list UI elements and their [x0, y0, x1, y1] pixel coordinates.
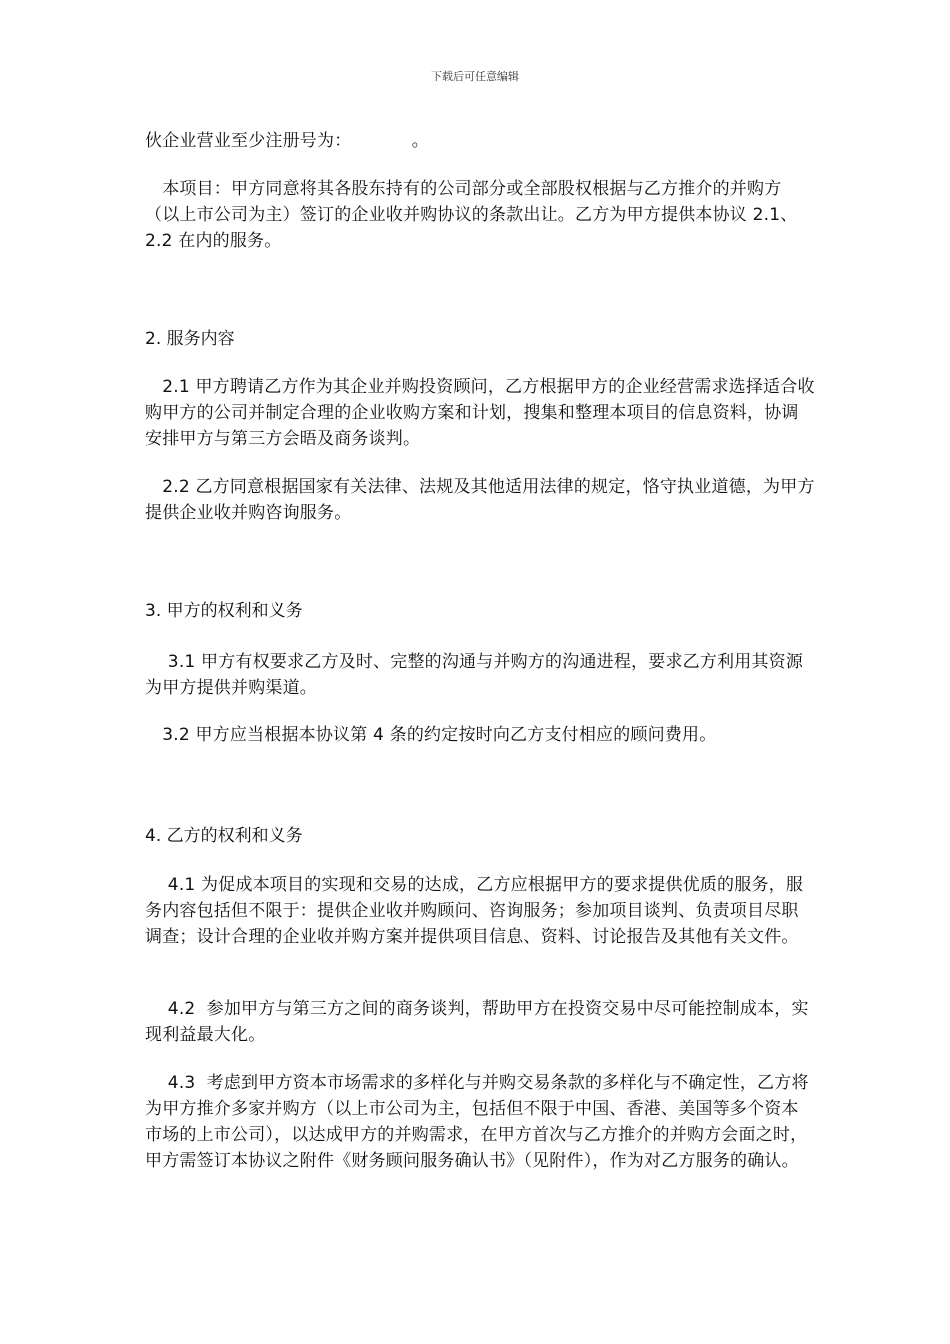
section-heading-2: 2. 服务内容 [145, 329, 235, 349]
paragraph-4-2: 4.2 参加甲方与第三方之间的商务谈判，帮助甲方在投资交易中尽可能控制成本，实现利益最大化。 [145, 999, 809, 1045]
paragraph-3-1: 3.1 甲方有权要求乙方及时、完整的沟通与并购方的沟通进程，要求乙方利用其资源为甲方提供并购渠道。 [145, 652, 804, 698]
paragraph-2-1: 2.1 甲方聘请乙方作为其企业并购投资顾问，乙方根据甲方的企业经营需求选择适合收购甲方的公司并制定合理的企业收购方案和计划，搜集和整理本项目的信息资料，协调安排甲方与第三方会晤及商务谈判。 [145, 377, 815, 449]
section-heading-3: 3. 甲方的权利和义务 [145, 601, 303, 621]
page-header: 下载后可任意编辑 [431, 70, 519, 83]
paragraph-project: 本项目：甲方同意将其各股东持有的公司部分或全部股权根据与乙方推介的并购方（以上市公司为主）签订的企业收并购协议的条款出让。乙方为甲方提供本协议 2.1、2.2 在内的服务。 [145, 179, 798, 251]
paragraph-4-1: 4.1 为促成本项目的实现和交易的达成，乙方应根据甲方的要求提供优质的服务，服务内容包括但不限于：提供企业收并购顾问、咨询服务；参加项目谈判、负责项目尽职调查；设计合理的企业收并购方案并提供项目信息、资料、讨论报告及其他有关文件。 [145, 875, 804, 947]
section-heading-4: 4. 乙方的权利和义务 [145, 826, 303, 846]
paragraph-2-2: 2.2 乙方同意根据国家有关法律、法规及其他适用法律的规定，恪守执业道德，为甲方提供企业收并购咨询服务。 [145, 477, 815, 523]
paragraph-3-2: 3.2 甲方应当根据本协议第 4 条的约定按时向乙方支付相应的顾问费用。 [145, 725, 717, 745]
paragraph-registration: 伙企业营业至少注册号为： 。 [145, 131, 429, 151]
paragraph-4-3: 4.3 考虑到甲方资本市场需求的多样化与并购交易条款的多样化与不确定性，乙方将为甲方推介多家并购方（以上市公司为主，包括但不限于中国、香港、美国等多个资本市场的上市公司），以达成甲方的并购需求，在甲方首次与乙方推介的并购方会面之时，甲方需签订本协议之附件《财务顾问服务确认书》（见附件），作为对乙方服务的确认。 [145, 1073, 809, 1171]
